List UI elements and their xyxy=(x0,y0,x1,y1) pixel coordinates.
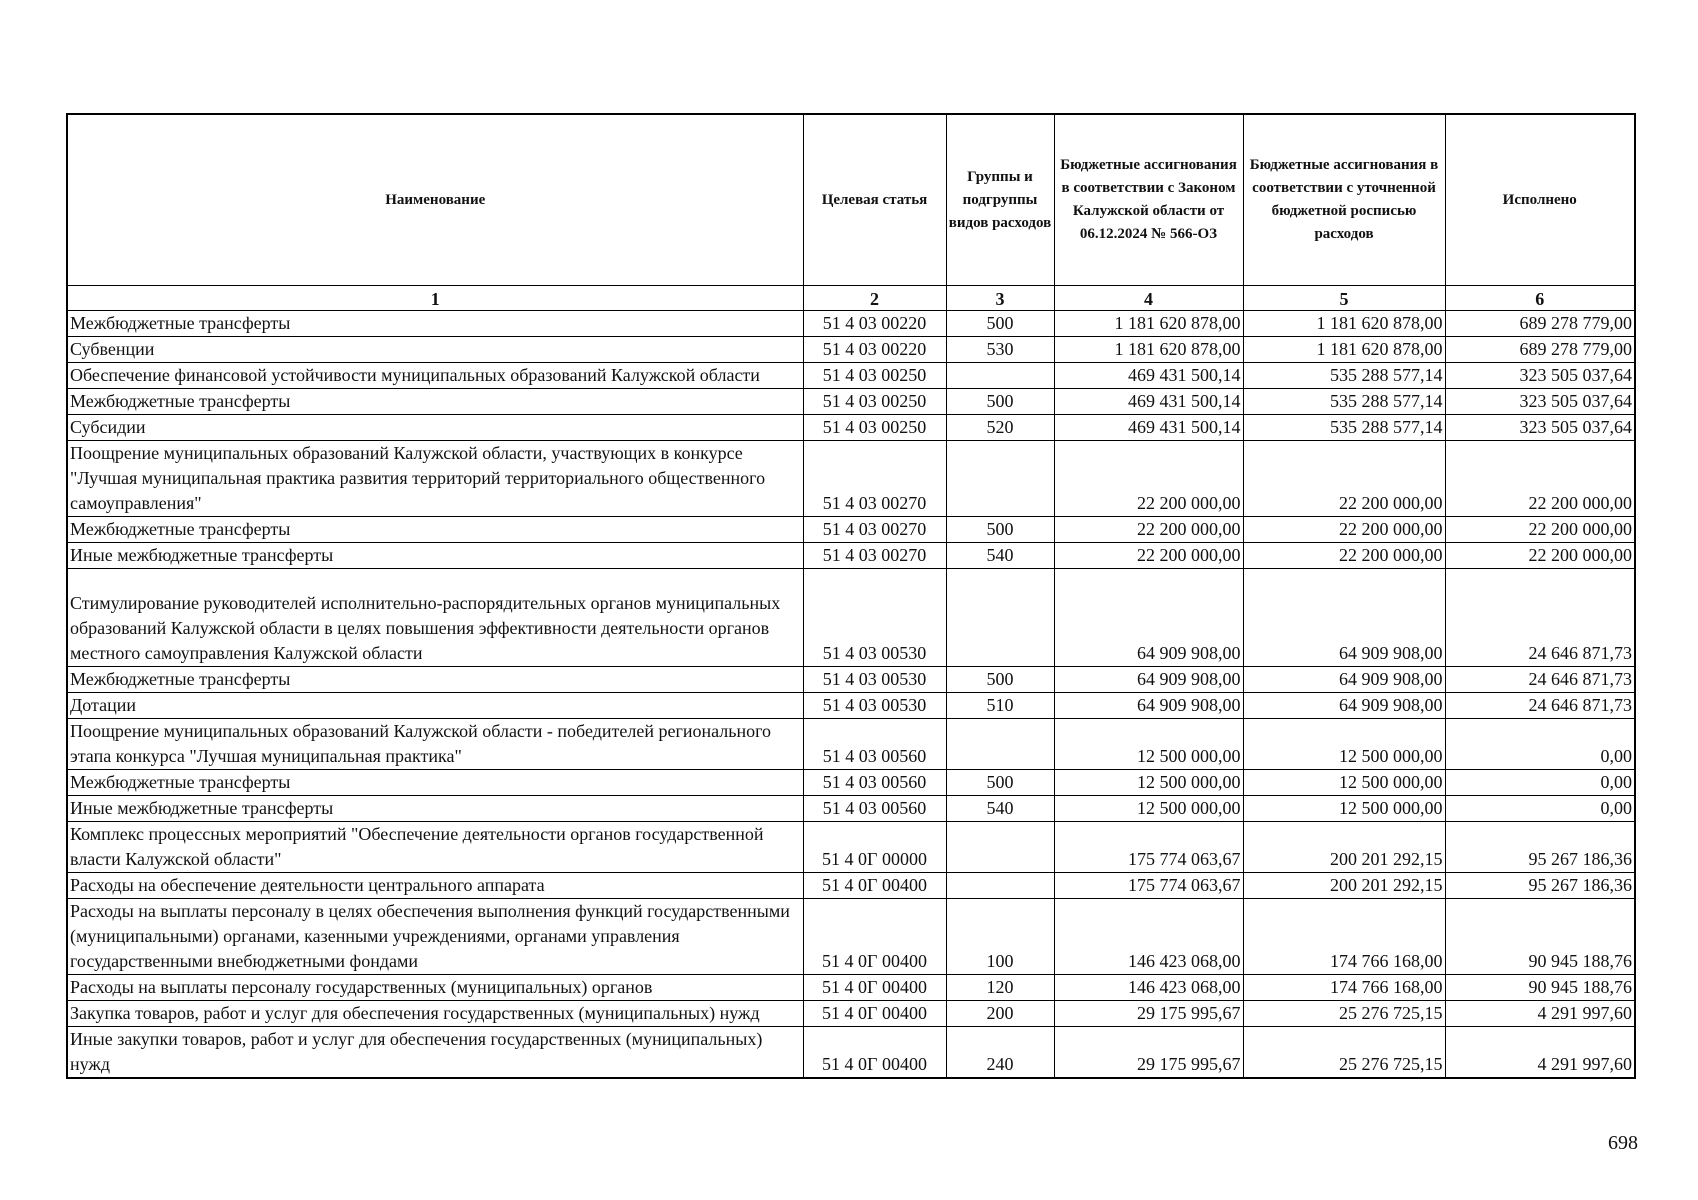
column-number-row xyxy=(67,286,1635,311)
table-row xyxy=(67,822,1635,873)
row-name-cell: Закупка товаров, работ и услуг для обеспечения государственных (муниципальных) нужд xyxy=(67,1001,803,1027)
row-target-article-cell: 51 4 0Г 00400 xyxy=(803,1001,946,1027)
row-law-allocation-cell: 1 181 620 878,00 xyxy=(1054,311,1243,337)
row-refined-allocation-cell: 535 288 577,14 xyxy=(1243,363,1445,389)
row-executed-cell: 323 505 037,64 xyxy=(1445,363,1635,389)
row-target-article-cell: 51 4 03 00250 xyxy=(803,415,946,441)
row-executed-cell: 689 278 779,00 xyxy=(1445,337,1635,363)
table-row xyxy=(67,770,1635,796)
row-expense-group-cell xyxy=(946,363,1054,389)
row-name-cell: Межбюджетные трансферты xyxy=(67,770,803,796)
row-executed-cell: 0,00 xyxy=(1445,796,1635,822)
table-row xyxy=(67,1001,1635,1027)
row-law-allocation-cell: 469 431 500,14 xyxy=(1054,415,1243,441)
row-law-allocation-cell: 22 200 000,00 xyxy=(1054,517,1243,543)
row-refined-allocation-cell: 200 201 292,15 xyxy=(1243,873,1445,899)
row-executed-cell: 689 278 779,00 xyxy=(1445,311,1635,337)
row-expense-group-cell xyxy=(946,441,1054,517)
row-name-cell: Дотации xyxy=(67,693,803,719)
row-name-cell: Поощрение муниципальных образований Калужской области - победителей регионального этапа конкурса "Лучшая муниципальная практика" xyxy=(67,719,803,770)
row-expense-group-cell: 500 xyxy=(946,389,1054,415)
row-target-article-cell: 51 4 03 00270 xyxy=(803,543,946,569)
row-target-article-cell: 51 4 0Г 00400 xyxy=(803,1027,946,1079)
row-executed-cell: 323 505 037,64 xyxy=(1445,389,1635,415)
table-row xyxy=(67,873,1635,899)
table-row xyxy=(67,389,1635,415)
row-law-allocation-cell: 469 431 500,14 xyxy=(1054,363,1243,389)
table-row xyxy=(67,667,1635,693)
row-expense-group-cell: 520 xyxy=(946,415,1054,441)
row-refined-allocation-cell: 174 766 168,00 xyxy=(1243,975,1445,1001)
row-expense-group-cell: 100 xyxy=(946,899,1054,975)
row-refined-allocation-cell: 64 909 908,00 xyxy=(1243,667,1445,693)
row-refined-allocation-cell: 22 200 000,00 xyxy=(1243,543,1445,569)
row-name-cell: Расходы на выплаты персоналу в целях обеспечения выполнения функций государственными (муниципальными) органами, казенными учреждениями, органами управления государственными внебюджетными фондами xyxy=(67,899,803,975)
row-law-allocation-cell: 12 500 000,00 xyxy=(1054,719,1243,770)
header-target-article: Целевая статья xyxy=(803,114,946,286)
row-target-article-cell: 51 4 0Г 00000 xyxy=(803,822,946,873)
row-name-cell: Поощрение муниципальных образований Калужской области, участвующих в конкурсе "Лучшая муниципальная практика развития территорий территориального общественного самоуправления" xyxy=(67,441,803,517)
row-target-article-cell: 51 4 03 00270 xyxy=(803,441,946,517)
table-row xyxy=(67,415,1635,441)
column-number: 5 xyxy=(1243,286,1445,311)
row-law-allocation-cell: 146 423 068,00 xyxy=(1054,899,1243,975)
row-name-cell: Обеспечение финансовой устойчивости муниципальных образований Калужской области xyxy=(67,363,803,389)
row-law-allocation-cell: 22 200 000,00 xyxy=(1054,441,1243,517)
row-refined-allocation-cell: 535 288 577,14 xyxy=(1243,389,1445,415)
row-target-article-cell: 51 4 03 00270 xyxy=(803,517,946,543)
row-expense-group-cell: 500 xyxy=(946,770,1054,796)
row-refined-allocation-cell: 64 909 908,00 xyxy=(1243,569,1445,667)
row-expense-group-cell: 500 xyxy=(946,517,1054,543)
row-executed-cell: 22 200 000,00 xyxy=(1445,517,1635,543)
table-row xyxy=(67,975,1635,1001)
row-executed-cell: 24 646 871,73 xyxy=(1445,667,1635,693)
row-target-article-cell: 51 4 0Г 00400 xyxy=(803,975,946,1001)
row-target-article-cell: 51 4 0Г 00400 xyxy=(803,899,946,975)
row-refined-allocation-cell: 1 181 620 878,00 xyxy=(1243,337,1445,363)
row-refined-allocation-cell: 200 201 292,15 xyxy=(1243,822,1445,873)
row-refined-allocation-cell: 64 909 908,00 xyxy=(1243,693,1445,719)
row-expense-group-cell: 120 xyxy=(946,975,1054,1001)
row-expense-group-cell: 510 xyxy=(946,693,1054,719)
page-number: 698 xyxy=(1608,1132,1638,1154)
row-executed-cell: 323 505 037,64 xyxy=(1445,415,1635,441)
row-refined-allocation-cell: 1 181 620 878,00 xyxy=(1243,311,1445,337)
row-name-cell: Субвенции xyxy=(67,337,803,363)
table-row xyxy=(67,693,1635,719)
table-row xyxy=(67,441,1635,517)
row-target-article-cell: 51 4 03 00560 xyxy=(803,719,946,770)
row-name-cell: Расходы на обеспечение деятельности центрального аппарата xyxy=(67,873,803,899)
row-target-article-cell: 51 4 03 00560 xyxy=(803,796,946,822)
header-law-allocations: Бюджетные ассигнования в соответствии с Законом Калужской области от 06.12.2024 № 566-ОЗ xyxy=(1054,114,1243,286)
row-executed-cell: 22 200 000,00 xyxy=(1445,441,1635,517)
row-law-allocation-cell: 469 431 500,14 xyxy=(1054,389,1243,415)
header-name: Наименование xyxy=(67,114,803,286)
row-expense-group-cell: 500 xyxy=(946,667,1054,693)
row-target-article-cell: 51 4 03 00250 xyxy=(803,389,946,415)
row-executed-cell: 24 646 871,73 xyxy=(1445,693,1635,719)
table-row xyxy=(67,311,1635,337)
table-row xyxy=(67,363,1635,389)
row-executed-cell: 4 291 997,60 xyxy=(1445,1027,1635,1079)
row-target-article-cell: 51 4 03 00530 xyxy=(803,569,946,667)
header-refined-allocations: Бюджетные ассигнования в соответствии с уточненной бюджетной росписью расходов xyxy=(1243,114,1445,286)
row-law-allocation-cell: 22 200 000,00 xyxy=(1054,543,1243,569)
row-law-allocation-cell: 64 909 908,00 xyxy=(1054,667,1243,693)
row-law-allocation-cell: 29 175 995,67 xyxy=(1054,1001,1243,1027)
row-executed-cell: 95 267 186,36 xyxy=(1445,822,1635,873)
table-row xyxy=(67,796,1635,822)
table-row xyxy=(67,337,1635,363)
row-target-article-cell: 51 4 03 00530 xyxy=(803,693,946,719)
row-expense-group-cell: 540 xyxy=(946,543,1054,569)
row-name-cell: Межбюджетные трансферты xyxy=(67,389,803,415)
row-executed-cell: 90 945 188,76 xyxy=(1445,899,1635,975)
row-name-cell: Иные межбюджетные трансферты xyxy=(67,543,803,569)
column-number: 2 xyxy=(803,286,946,311)
header-expense-group: Группы и подгруппы видов расходов xyxy=(946,114,1054,286)
row-executed-cell: 0,00 xyxy=(1445,770,1635,796)
row-name-cell: Комплекс процессных мероприятий "Обеспечение деятельности органов государственной власти Калужской области" xyxy=(67,822,803,873)
row-refined-allocation-cell: 25 276 725,15 xyxy=(1243,1001,1445,1027)
row-expense-group-cell xyxy=(946,822,1054,873)
table-row xyxy=(67,543,1635,569)
row-expense-group-cell xyxy=(946,873,1054,899)
budget-table xyxy=(66,113,1636,1079)
row-refined-allocation-cell: 12 500 000,00 xyxy=(1243,719,1445,770)
row-executed-cell: 24 646 871,73 xyxy=(1445,569,1635,667)
row-executed-cell: 22 200 000,00 xyxy=(1445,543,1635,569)
row-refined-allocation-cell: 12 500 000,00 xyxy=(1243,796,1445,822)
row-executed-cell: 4 291 997,60 xyxy=(1445,1001,1635,1027)
row-expense-group-cell: 500 xyxy=(946,311,1054,337)
row-expense-group-cell: 540 xyxy=(946,796,1054,822)
row-law-allocation-cell: 12 500 000,00 xyxy=(1054,770,1243,796)
row-refined-allocation-cell: 22 200 000,00 xyxy=(1243,517,1445,543)
row-expense-group-cell xyxy=(946,569,1054,667)
column-number: 6 xyxy=(1445,286,1635,311)
row-target-article-cell: 51 4 03 00220 xyxy=(803,337,946,363)
table-row xyxy=(67,517,1635,543)
row-law-allocation-cell: 64 909 908,00 xyxy=(1054,569,1243,667)
row-target-article-cell: 51 4 03 00250 xyxy=(803,363,946,389)
table-row xyxy=(67,1027,1635,1079)
row-name-cell: Расходы на выплаты персоналу государственных (муниципальных) органов xyxy=(67,975,803,1001)
row-target-article-cell: 51 4 03 00220 xyxy=(803,311,946,337)
table-row xyxy=(67,719,1635,770)
header-row xyxy=(67,114,1635,286)
table-body xyxy=(67,311,1635,1079)
row-expense-group-cell xyxy=(946,719,1054,770)
row-executed-cell: 95 267 186,36 xyxy=(1445,873,1635,899)
row-name-cell: Межбюджетные трансферты xyxy=(67,517,803,543)
column-number: 3 xyxy=(946,286,1054,311)
row-name-cell: Иные межбюджетные трансферты xyxy=(67,796,803,822)
column-number: 1 xyxy=(67,286,803,311)
row-refined-allocation-cell: 535 288 577,14 xyxy=(1243,415,1445,441)
row-law-allocation-cell: 64 909 908,00 xyxy=(1054,693,1243,719)
row-name-cell: Межбюджетные трансферты xyxy=(67,311,803,337)
row-target-article-cell: 51 4 03 00560 xyxy=(803,770,946,796)
row-expense-group-cell: 240 xyxy=(946,1027,1054,1079)
row-law-allocation-cell: 175 774 063,67 xyxy=(1054,822,1243,873)
row-executed-cell: 0,00 xyxy=(1445,719,1635,770)
row-name-cell: Иные закупки товаров, работ и услуг для обеспечения государственных (муниципальных) нужд xyxy=(67,1027,803,1079)
header-executed: Исполнено xyxy=(1445,114,1635,286)
row-target-article-cell: 51 4 03 00530 xyxy=(803,667,946,693)
row-refined-allocation-cell: 12 500 000,00 xyxy=(1243,770,1445,796)
column-number: 4 xyxy=(1054,286,1243,311)
row-law-allocation-cell: 1 181 620 878,00 xyxy=(1054,337,1243,363)
row-law-allocation-cell: 12 500 000,00 xyxy=(1054,796,1243,822)
row-expense-group-cell: 530 xyxy=(946,337,1054,363)
row-law-allocation-cell: 175 774 063,67 xyxy=(1054,873,1243,899)
table-row xyxy=(67,569,1635,667)
row-target-article-cell: 51 4 0Г 00400 xyxy=(803,873,946,899)
row-refined-allocation-cell: 174 766 168,00 xyxy=(1243,899,1445,975)
row-name-cell: Стимулирование руководителей исполнительно-распорядительных органов муниципальных образований Калужской области в целях повышения эффективности деятельности органов местного самоуправления Калужской области xyxy=(67,569,803,667)
row-expense-group-cell: 200 xyxy=(946,1001,1054,1027)
table-row xyxy=(67,899,1635,975)
row-law-allocation-cell: 146 423 068,00 xyxy=(1054,975,1243,1001)
row-law-allocation-cell: 29 175 995,67 xyxy=(1054,1027,1243,1079)
row-executed-cell: 90 945 188,76 xyxy=(1445,975,1635,1001)
row-refined-allocation-cell: 22 200 000,00 xyxy=(1243,441,1445,517)
row-name-cell: Межбюджетные трансферты xyxy=(67,667,803,693)
row-name-cell: Субсидии xyxy=(67,415,803,441)
row-refined-allocation-cell: 25 276 725,15 xyxy=(1243,1027,1445,1079)
